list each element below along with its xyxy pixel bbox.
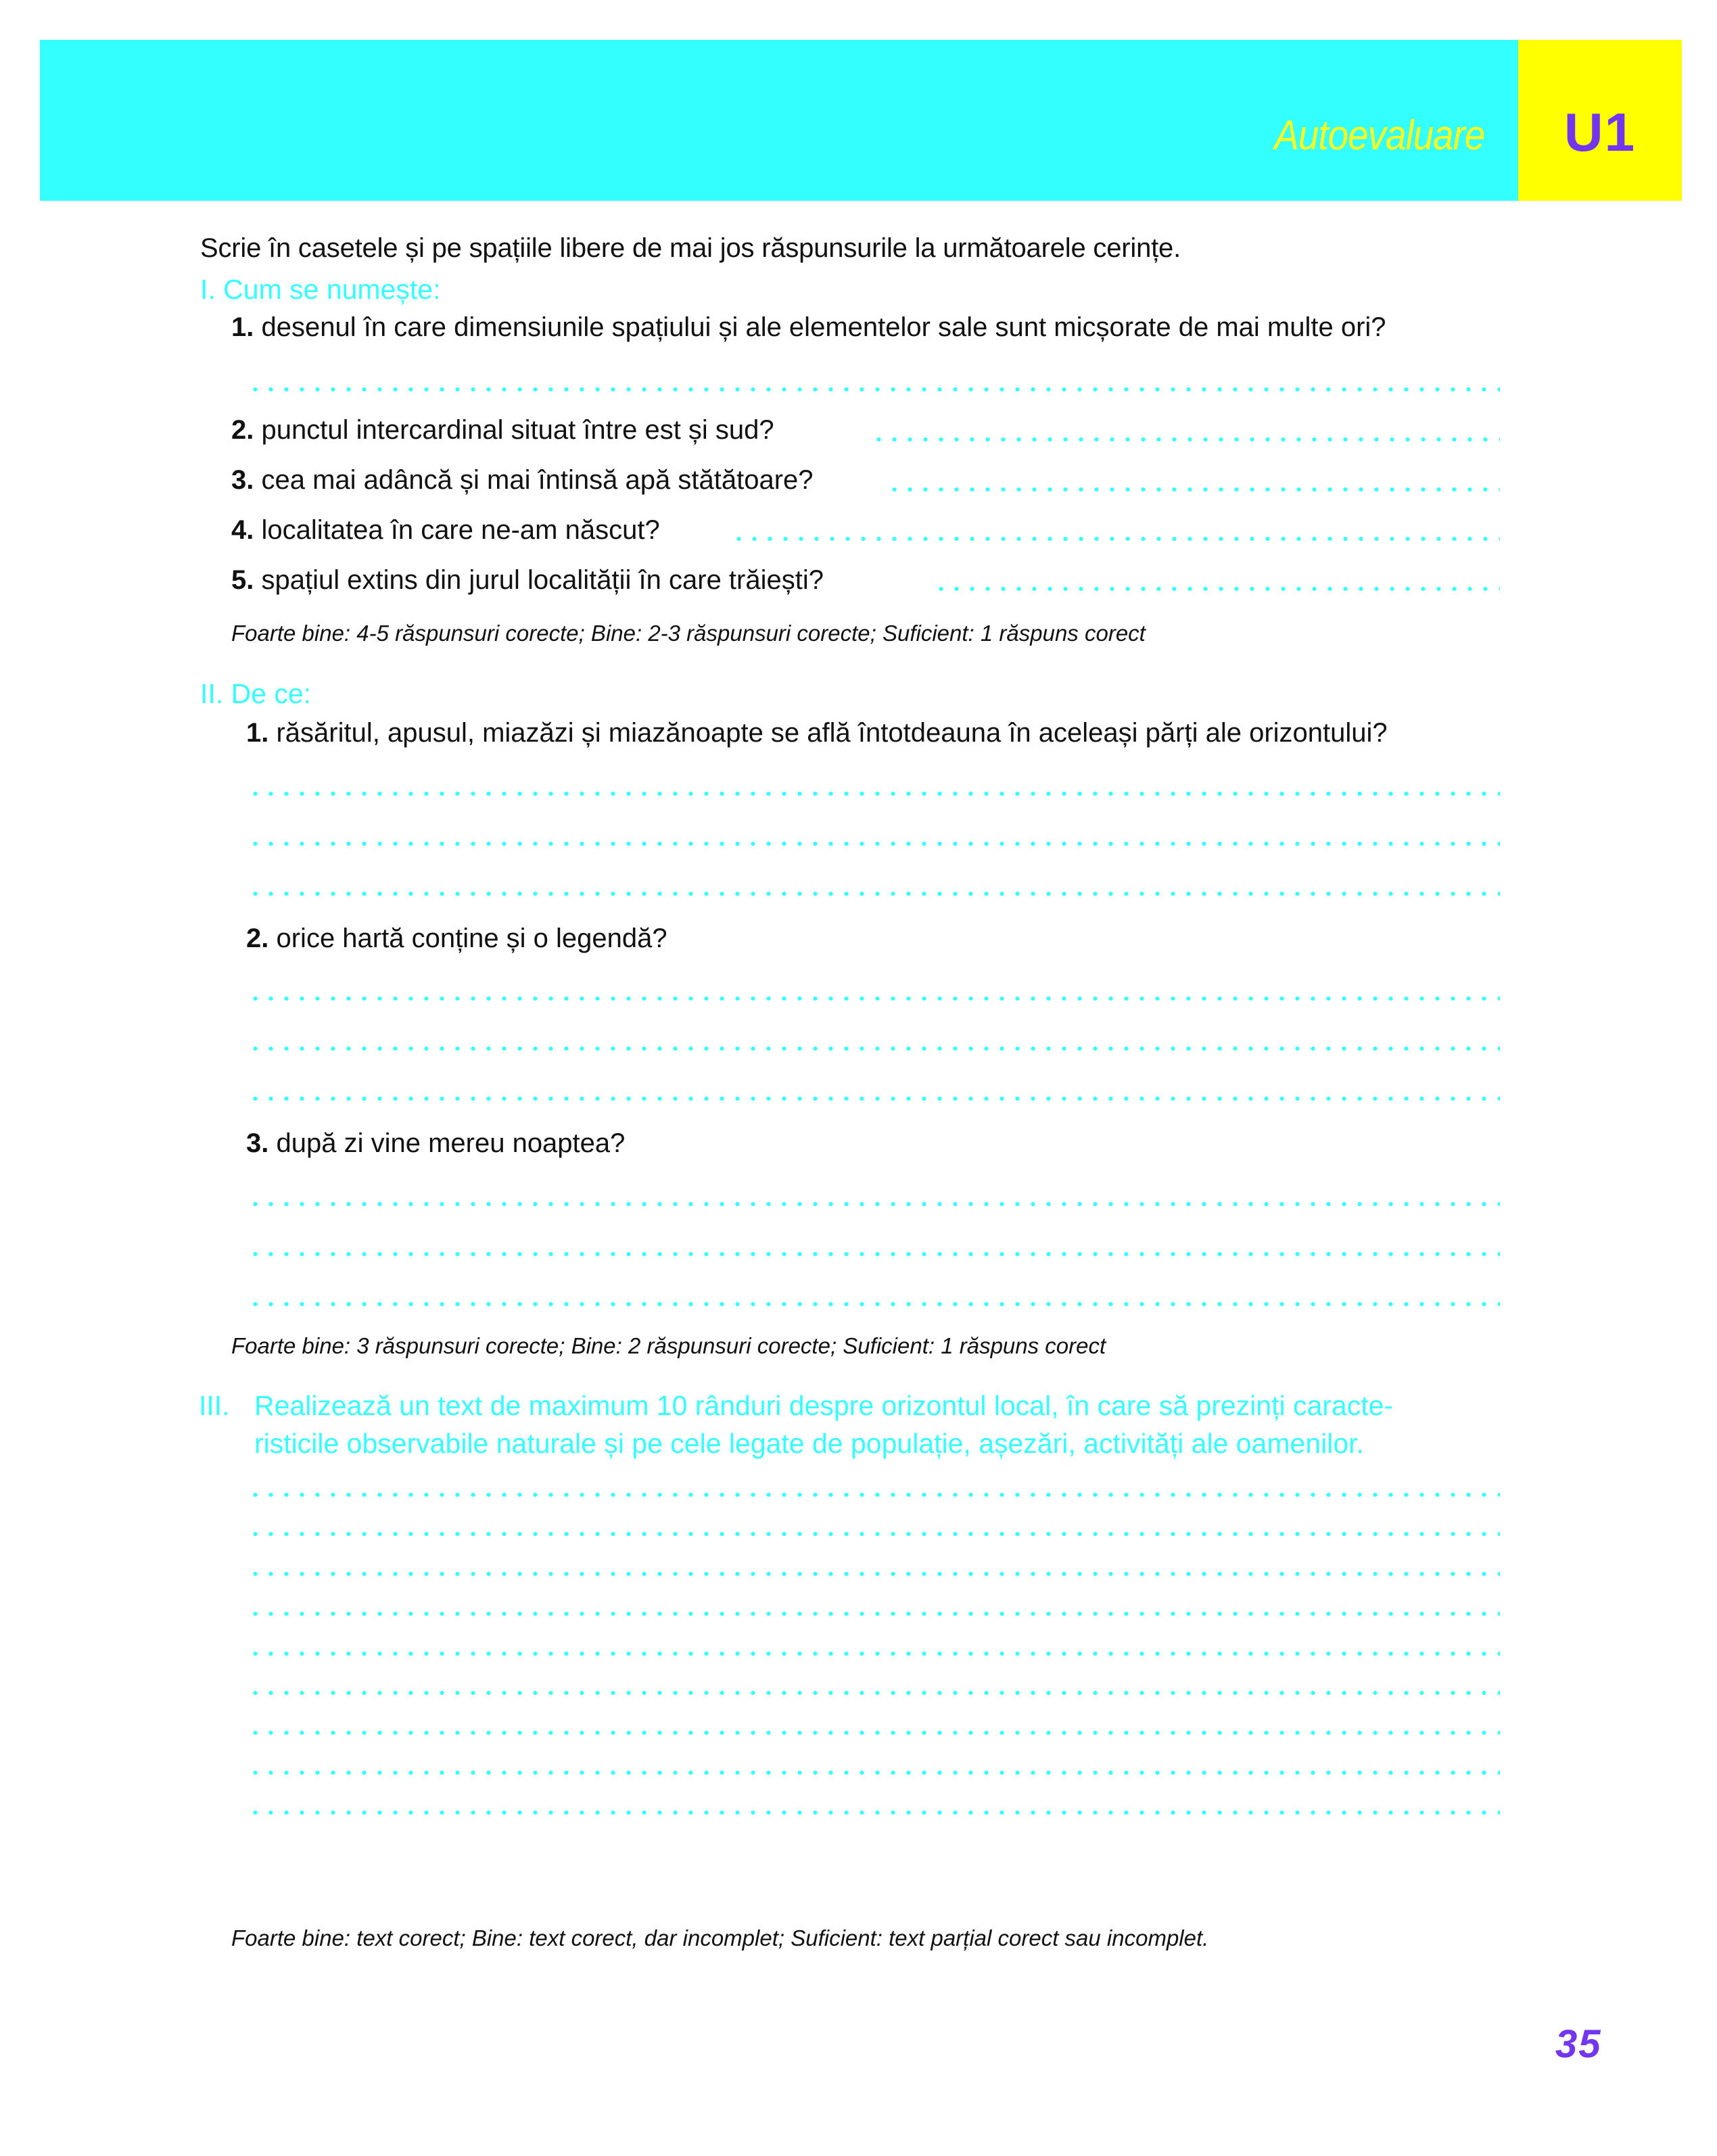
answer-line-2-1-b[interactable] — [248, 841, 1500, 846]
question-number: 2. — [231, 415, 254, 445]
question-2-3 — [246, 1128, 625, 1159]
section-title: Autoevaluare — [1274, 112, 1484, 159]
section-3-heading-number: III. — [199, 1390, 230, 1421]
question-text: localitatea în care ne-am născut? — [261, 515, 660, 545]
answer-line-2-3-c[interactable] — [248, 1301, 1500, 1307]
answer-line-3-4[interactable] — [248, 1611, 1500, 1616]
answer-line-3-6[interactable] — [248, 1690, 1500, 1696]
question-text: cea mai adâncă și mai întinsă apă stătătoare? — [261, 465, 814, 495]
answer-line-1-5[interactable] — [933, 586, 1500, 592]
answer-line-3-8[interactable] — [248, 1770, 1500, 1775]
question-number: 1. — [246, 718, 269, 748]
question-2-1 — [246, 718, 1388, 748]
question-number: 3. — [246, 1128, 269, 1158]
question-number: 5. — [231, 565, 254, 595]
question-text: punctul intercardinal situat între est și sud? — [261, 415, 774, 445]
section-2-heading: II. De ce: — [200, 678, 312, 709]
question-number: 1. — [231, 312, 254, 342]
page-number: 35 — [1555, 2022, 1602, 2066]
instructions: Scrie în casetele și pe spațiile libere de mai jos răspunsurile la următoarele cerințe. — [200, 233, 1181, 263]
answer-line-2-1-c[interactable] — [248, 891, 1500, 896]
answer-line-3-7[interactable] — [248, 1730, 1500, 1735]
answer-line-2-3-b[interactable] — [248, 1251, 1500, 1257]
answer-line-3-3[interactable] — [248, 1571, 1500, 1577]
answer-line-2-2-a[interactable] — [248, 996, 1500, 1001]
grading-note-1: Foarte bine: 4-5 răspunsuri corecte; Bine: 2-3 răspunsuri corecte; Suficient: 1 răspuns corect — [231, 621, 1146, 646]
question-number: 3. — [231, 465, 254, 495]
answer-line-1-3[interactable] — [887, 487, 1500, 492]
answer-line-2-2-b[interactable] — [248, 1046, 1500, 1051]
question-text: spațiul extins din jurul localității în care trăiești? — [261, 565, 824, 595]
question-number: 4. — [231, 515, 254, 545]
answer-line-3-9[interactable] — [248, 1810, 1500, 1815]
question-text: orice hartă conține și o legendă? — [276, 924, 667, 953]
answer-line-3-1[interactable] — [248, 1492, 1500, 1498]
section-3-heading-line-2: risticile observabile naturale și pe cele legate de populație, așezări, activități ale oamenilor. — [254, 1428, 1364, 1459]
answer-line-2-1-a[interactable] — [248, 791, 1500, 796]
question-number: 2. — [246, 924, 269, 953]
section-1-heading: I. Cum se numește: — [200, 274, 441, 305]
grading-note-3: Foarte bine: text corect; Bine: text corect, dar incomplet; Suficient: text parțial corect sau incomplet. — [231, 1925, 1209, 1950]
answer-line-1-4[interactable] — [731, 536, 1500, 542]
grading-note-2: Foarte bine: 3 răspunsuri corecte; Bine: 2 răspunsuri corecte; Suficient: 1 răspuns corect — [231, 1333, 1106, 1358]
question-1-4 — [231, 515, 660, 546]
question-2-2 — [246, 924, 667, 954]
answer-line-1-1[interactable] — [248, 387, 1500, 392]
question-text: după zi vine mereu noaptea? — [276, 1128, 626, 1158]
answer-line-3-5[interactable] — [248, 1651, 1500, 1656]
answer-line-2-3-a[interactable] — [248, 1201, 1500, 1207]
question-1-3 — [231, 465, 814, 496]
question-text: răsăritul, apusul, miazăzi și miazănoapte se află întotdeauna în aceleași părți ale orizontului? — [276, 718, 1388, 748]
answer-line-3-2[interactable] — [248, 1531, 1500, 1537]
question-1-2 — [231, 415, 774, 446]
section-3-heading-line-1: Realizează un text de maximum 10 rânduri despre orizontul local, în care să prezinți caracte- — [254, 1390, 1394, 1421]
question-text: desenul în care dimensiunile spațiului și ale elementelor sale sunt micșorate de mai multe ori? — [261, 312, 1386, 342]
question-1-5 — [231, 565, 824, 596]
answer-line-2-2-c[interactable] — [248, 1096, 1500, 1101]
answer-line-1-2[interactable] — [871, 437, 1500, 442]
question-1-1 — [231, 312, 1386, 343]
unit-label: U1 — [1563, 102, 1637, 162]
